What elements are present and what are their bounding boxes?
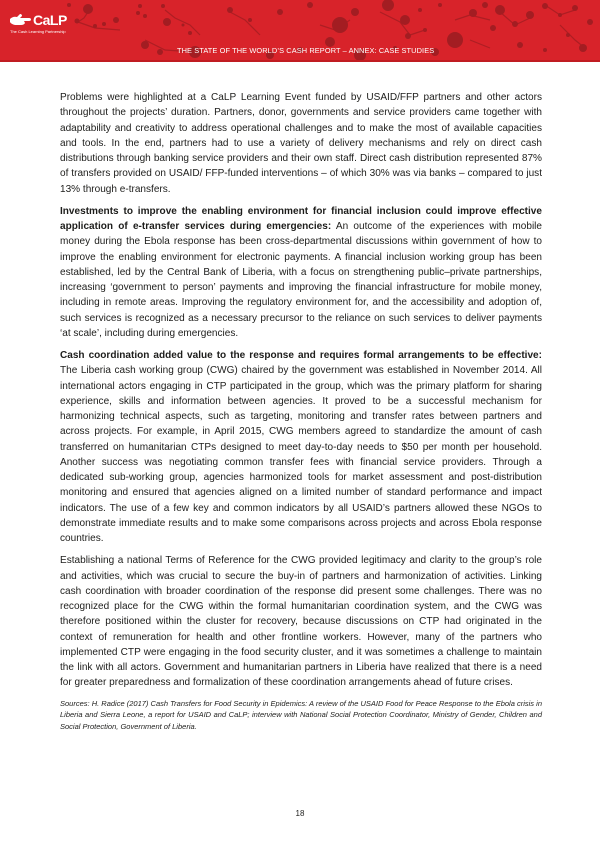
header-divider bbox=[0, 60, 600, 62]
paragraph-enabling-environment bbox=[60, 204, 542, 341]
report-title: THE STATE OF THE WORLD’S CASH REPORT – ANNEX: CASE STUDIES bbox=[177, 46, 435, 55]
header-banner bbox=[0, 0, 600, 62]
page-number: 18 bbox=[295, 809, 305, 818]
paragraph-text: Problems were highlighted at a CaLP Learning Event funded by USAID/FFP partners and other actors throughout the projects’ duration. Partners, donor, governments and service providers came together with adaptability and creativity to address operational challenges and to make the most of available capacities and tools. In the end, partners had to use a variety of delivery mechanisms and rely on direct cash distributions through banking service providers and their own staff. Direct cash distribution represented 87% of transfers provided on USAID/ FFP-funded interventions – of which 30% was via banks – compared to just 13% through e-transfers. bbox=[60, 92, 542, 195]
paragraph-terms-of-reference bbox=[60, 553, 542, 690]
paragraph-text: An outcome of the experiences with mobile money during the Ebola response has been cross-departmental discussions within government of how to improve the enabling environment for electronic payments. A financial inclusion working group has been established, led by the Central Bank of Liberia, with a focus on strengthening public–private partnerships, increasing ‘government to person’ payments and improving the financial infrastructure for mobile money, including in remote areas. Improving the regulatory environment for, and the accessibility and adoption of, such services is recognized as a necessary precursor to the reliance on such services to deliver payments ‘at scale’, including during emergencies. bbox=[60, 221, 542, 339]
paragraph-lead: Cash coordination added value to the response and requires formal arrangements to be effective: bbox=[60, 350, 542, 361]
paragraph-text: The Liberia cash working group (CWG) chaired by the government was established in November 2014. All international actors engaging in CTP participated in the group, which was the primary platform for sharing experience, skills and information between agencies. It proved to be a successful mechanism for harmonizing technical aspects, such as targeting, monitoring and transfer rates between partners and across projects. For example, in April 2015, CWG members agreed to standardize the amount of cash transferred on humanitarian CTPs designed to meet day-to-day needs to $50 per month per household. Another success was negotiating common transfer fees with financial service providers. Through a dedicated sub-working group, agencies harmonized tools for market assessment and post-distribution monitoring and ensured that agencies aligned on a limited number of standard performance and impact indicators. The use of a few key and common indicators by all USAID’s partners allowed these NGOs to demonstrate immediate results and to make some comparisons across projects and across Ebola response countries. bbox=[60, 365, 542, 544]
sources-citation: Sources: H. Radice (2017) Cash Transfers for Food Security in Epidemics: A review of the USAID Food for Peace Response to the Ebola crisis in Liberia and Sierra Leone, a report for USAID and CaLP; interview with National Social Protection Coordinator, Ministry of Gender, Children and Social Protection, Government of Liberia. bbox=[60, 698, 542, 732]
logo-tagline: The Cash Learning Partnership bbox=[10, 29, 66, 34]
calp-logo bbox=[10, 12, 80, 36]
paragraph-lead: Investments to improve the enabling environment for financial inclusion could improve effective application of e-transfer services during emergencies: bbox=[60, 205, 542, 232]
paragraph-text: Establishing a national Terms of Reference for the CWG provided legitimacy and clarity to the group’s role and activities, which was crucial to secure the buy-in of partners and harmonization of activities. Linking cash coordination with broader coordination of the response did present some challenges. There was no recognized place for the CWG within the formal humanitarian coordination system, and the CWG was therefore positioned within the cluster for recovery, because discussions on CTP had originated in the context of remuneration for health and other frontline workers. However, many of the partners who implemented CTP were engaging in the food security cluster, and it was sometimes a challenge to maintain the link with all actors. Government and humanitarian partners in Liberia have realized that there is a need for greater preparedness and formalization of these coordination arrangements ahead of future crises. bbox=[60, 555, 542, 689]
page-body bbox=[60, 90, 542, 733]
paragraph-delivery-mechanisms bbox=[60, 90, 542, 197]
hand-icon bbox=[10, 14, 32, 26]
logo-text: CaLP bbox=[33, 12, 67, 28]
paragraph-cash-coordination bbox=[60, 348, 542, 546]
